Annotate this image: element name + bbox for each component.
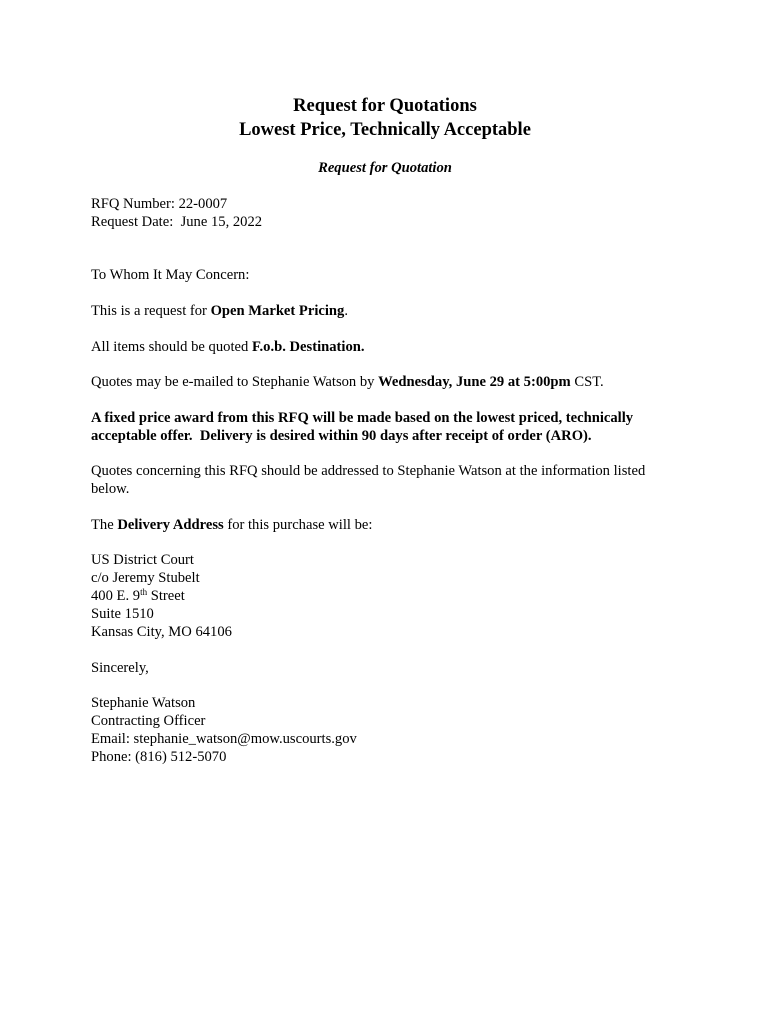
signer-phone: Phone: (816) 512-5070: [91, 749, 227, 765]
deadline-text: Quotes may be e-mailed to Stephanie Watson by: [91, 374, 379, 390]
address-street-name: Street: [147, 588, 185, 604]
fob-bold: F.o.b. Destination.: [251, 339, 365, 355]
pricing-suffix: .: [344, 303, 348, 319]
signer-title: Contracting Officer: [91, 713, 206, 729]
paragraph-contact-line1: Quotes concerning this RFQ should be addressed to Stephanie Watson at the information listed: [91, 463, 646, 479]
address-street-ordinal: th: [140, 587, 148, 597]
paragraph-contact-line2: below.: [91, 481, 130, 497]
delivery-bold: Delivery Address: [117, 517, 224, 533]
fob-text: All items should be quoted: [91, 339, 252, 355]
rfq-number-label: RFQ Number:: [91, 196, 175, 212]
address-street-number: 400 E. 9: [91, 588, 141, 604]
address-line5: Kansas City, MO 64106: [91, 624, 232, 640]
sign-off: Sincerely,: [91, 660, 149, 676]
signer-email: Email: stephanie_watson@mow.uscourts.gov: [91, 731, 357, 747]
delivery-text: The: [91, 517, 118, 533]
address-line1: US District Court: [91, 552, 194, 568]
document-title-line2: Lowest Price, Technically Acceptable: [239, 120, 531, 140]
deadline-suffix: CST.: [570, 374, 604, 390]
salutation: To Whom It May Concern:: [91, 267, 250, 283]
address-line4: Suite 1510: [91, 606, 154, 622]
address-line3: [91, 587, 691, 605]
paragraph-award-line2: acceptable offer. Delivery is desired within 90 days after receipt of order (ARO).: [91, 428, 592, 444]
pricing-bold: Open Market Pricing: [210, 303, 345, 319]
paragraph-pricing: [91, 302, 691, 320]
rfq-number: [91, 195, 691, 213]
paragraph-deadline: [91, 373, 691, 391]
deadline-bold: Wednesday, June 29 at 5:00pm: [378, 374, 571, 390]
rfq-number-value: 22-0007: [178, 196, 228, 212]
delivery-suffix: for this purchase will be:: [223, 517, 373, 533]
document-title: Request for Quotations: [293, 96, 477, 116]
paragraph-fob: [91, 338, 691, 356]
request-date-label: Request Date:: [91, 214, 174, 230]
signer-name: Stephanie Watson: [91, 695, 196, 711]
document-subtitle: Request for Quotation: [318, 160, 452, 176]
pricing-text: This is a request for: [91, 303, 211, 319]
request-date-value: June 15, 2022: [180, 214, 263, 230]
request-date: [91, 213, 691, 231]
address-line2: c/o Jeremy Stubelt: [91, 570, 200, 586]
paragraph-delivery: [91, 516, 691, 534]
paragraph-award-line1: A fixed price award from this RFQ will be made based on the lowest priced, technically: [91, 410, 634, 426]
